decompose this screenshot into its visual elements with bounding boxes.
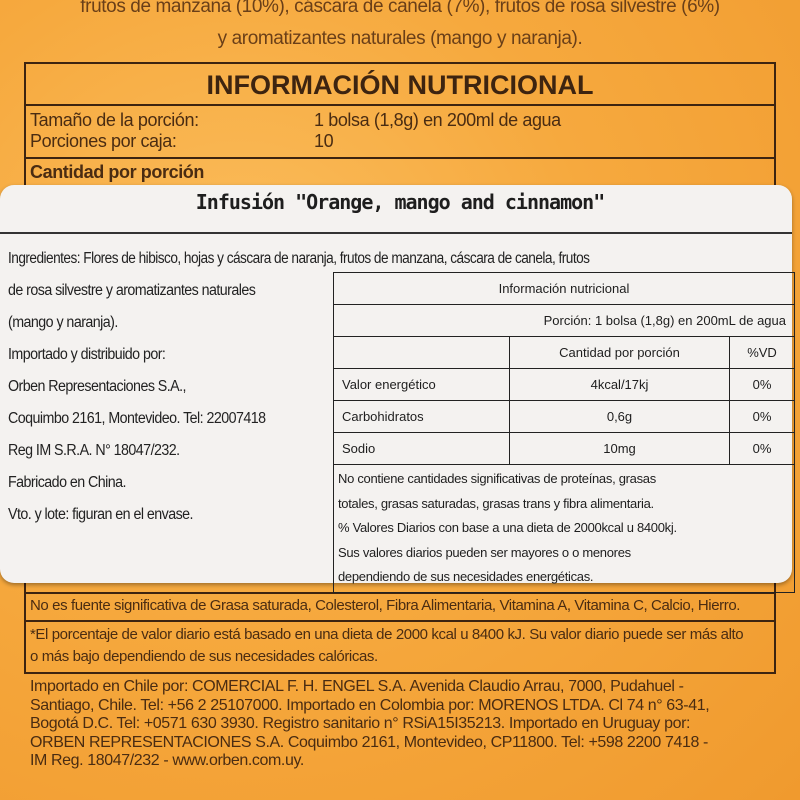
ingredients-line: Ingredientes: Flores de hibisco, hojas y cáscara de naranja, frutos de manzana, cáscara de canela, frutos (8, 250, 590, 267)
sticker-line: Orben Representaciones S.A., (8, 378, 186, 395)
not-source-text: No es fuente significativa de Grasa saturada, Colesterol, Fibra Alimentaria, Vitamina A, Vitamina C, Calcio, Hierro. (30, 597, 741, 614)
row-amount: 10mg (510, 433, 730, 465)
col-vd: %VD (730, 337, 795, 369)
importer-line: Santiago, Chile. Tel: +56 2 25107000. Importado en Colombia por: MORENOS LTDA. Cl 74 n° 63-41, (30, 696, 710, 714)
importer-line: Importado en Chile por: COMERCIAL F. H. ENGEL S.A. Avenida Claudio Arrau, 7000, Pudahuel - (30, 678, 684, 695)
note-line: % Valores Diarios con base a una dieta de 2000kcal u 8400kj. (338, 520, 677, 535)
sticker-line: Importado y distribuido por: (8, 346, 166, 363)
table-notes (334, 465, 795, 593)
row-amount: 4kcal/17kj (510, 369, 730, 401)
row-vd: 0% (730, 401, 795, 433)
importer-line: IM Reg. 18047/232 - www.orben.com.uy. (30, 752, 304, 769)
row-vd: 0% (730, 433, 795, 465)
col-amount: Cantidad por porción (510, 337, 730, 369)
row-vd: 0% (730, 369, 795, 401)
sticker-line: Reg IM S.R.A. N° 18047/232. (8, 442, 180, 459)
amount-label: Cantidad por porción (30, 162, 204, 182)
sticker-line: (mango y naranja). (8, 314, 118, 331)
note-line: Sus valores diarios pueden ser mayores o o menores (338, 544, 631, 560)
sticker-line: de rosa silvestre y aromatizantes naturales (8, 282, 256, 299)
servings-value: 10 (314, 131, 334, 151)
table-header (334, 337, 795, 369)
footnote: o más bajo dependiendo de sus necesidades calóricas. (30, 648, 378, 665)
footnote: *El porcentaje de valor diario está basado en una dieta de 2000 kcal u 8400 kJ. Su valor diario puede ser más alto (30, 626, 744, 643)
importer-line: ORBEN REPRESENTACIONES S.A. Coquimbo 2161, Montevideo, CP11800. Tel: +598 2200 7418 - (30, 733, 708, 751)
divider (0, 232, 792, 234)
sticker-line: Vto. y lote: figuran en el envase. (8, 506, 193, 523)
sticker-title: Infusión "Orange, mango and cinnamon" (195, 190, 605, 214)
sticker-line: Coquimbo 2161, Montevideo. Tel: 22007418 (8, 410, 266, 427)
table-portion: Porción: 1 bolsa (1,8g) en 200mL de agua (334, 305, 795, 337)
serving-size-label: Tamaño de la porción: (30, 110, 199, 130)
note-line: totales, grasas saturadas, grasas trans y fibra alimentaria. (338, 495, 654, 511)
row-name: Sodio (334, 433, 510, 465)
row-name: Carbohidratos (334, 401, 510, 433)
serving-size-value: 1 bolsa (1,8g) en 200ml de agua (314, 110, 561, 130)
ingredients-text: frutos de manzana (10%), cáscara de canela (7%), frutos de rosa silvestre (6%) (80, 0, 720, 17)
importer-line: Bogotá D.C. Tel: +0571 630 3930. Registro sanitario n° RSiA15I35213. Importado en Uruguay por: (30, 715, 691, 732)
servings-label: Porciones por caja: (30, 131, 177, 151)
row-amount: 0,6g (510, 401, 730, 433)
divider (24, 157, 776, 159)
note-line: No contiene cantidades significativas de proteínas, grasas (338, 471, 656, 486)
importers (30, 678, 800, 771)
table-row (334, 401, 795, 433)
table-title: Información nutricional (334, 273, 795, 305)
note-line: dependiendo de sus necesidades energéticas. (338, 569, 594, 584)
divider (24, 620, 776, 622)
table-row (334, 369, 795, 401)
row-name: Valor energético (334, 369, 510, 401)
nutrition-title: INFORMACIÓN NUTRICIONAL (206, 70, 594, 100)
table-row (334, 433, 795, 465)
sticker-line: Fabricado en China. (8, 474, 126, 491)
nutrition-table (333, 272, 795, 593)
ingredients-text: y aromatizantes naturales (mango y naranja). (217, 28, 583, 49)
divider (24, 104, 776, 106)
